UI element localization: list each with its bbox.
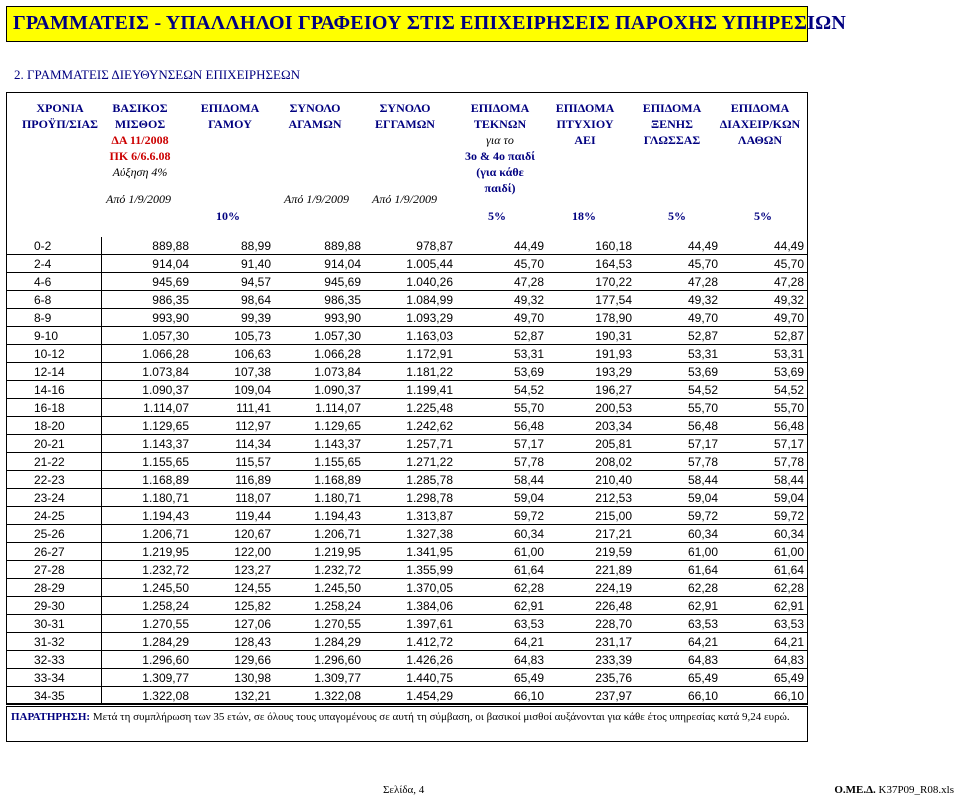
row-value-cell: 107,38 <box>193 363 275 381</box>
table-row <box>6 651 808 669</box>
row-value-cell: 61,64 <box>457 561 548 579</box>
row-value-cell: 59,04 <box>636 489 722 507</box>
row-value-cell: 54,52 <box>722 381 808 399</box>
row-value-cell: 45,70 <box>636 255 722 273</box>
row-years-cell: 20-21 <box>6 435 101 453</box>
row-value-cell: 56,48 <box>722 417 808 435</box>
row-value-cell: 52,87 <box>636 327 722 345</box>
row-value-cell: 978,87 <box>365 237 457 255</box>
row-value-cell: 49,32 <box>636 291 722 309</box>
row-value-cell: 986,35 <box>275 291 365 309</box>
row-value-cell: 1.168,89 <box>101 471 193 489</box>
row-value-cell: 1.245,50 <box>275 579 365 597</box>
row-value-cell: 203,34 <box>548 417 636 435</box>
row-value-cell: 94,57 <box>193 273 275 291</box>
table-row <box>6 309 808 327</box>
row-years-cell: 32-33 <box>6 651 101 669</box>
row-value-cell: 1.057,30 <box>275 327 365 345</box>
table-row <box>6 579 808 597</box>
row-value-cell: 191,93 <box>548 345 636 363</box>
salary-table <box>6 237 808 705</box>
row-value-cell: 64,21 <box>722 633 808 651</box>
row-years-cell: 28-29 <box>6 579 101 597</box>
row-value-cell: 45,70 <box>457 255 548 273</box>
row-value-cell: 215,00 <box>548 507 636 525</box>
row-value-cell: 62,28 <box>722 579 808 597</box>
row-years-cell: 10-12 <box>6 345 101 363</box>
header-total-single: ΣΥΝΟΛΟ ΑΓΑΜΩΝ <box>288 101 342 131</box>
row-value-cell: 53,31 <box>636 345 722 363</box>
row-value-cell: 1.258,24 <box>275 597 365 615</box>
row-value-cell: 64,21 <box>636 633 722 651</box>
page-title: ΓΡΑΜΜΑΤΕΙΣ - ΥΠΑΛΛΗΛΟΙ ΓΡΑΦΕΙΟΥ ΣΤΙΣ ΕΠΙΧΕΙΡΗΣΕΙΣ ΠΑΡΟΧΗΣ ΥΠΗΡΕΣΙΩΝ <box>13 12 847 34</box>
table-row <box>6 435 808 453</box>
row-value-cell: 53,69 <box>457 363 548 381</box>
header-degree-allowance: ΕΠΙΔΟΜΑ ΠΤΥΧΙΟΥ ΑΕΙ <box>555 101 615 147</box>
row-value-cell: 1.090,37 <box>101 381 193 399</box>
row-value-cell: 55,70 <box>636 399 722 417</box>
row-value-cell: 1.114,07 <box>275 399 365 417</box>
row-value-cell: 63,53 <box>636 615 722 633</box>
row-value-cell: 61,00 <box>457 543 548 561</box>
header-child-allowance: ΕΠΙΔΟΜΑ ΤΕΚΝΩΝ για το 3ο & 4ο παιδί (για κάθε παιδί) <box>465 101 535 195</box>
row-value-cell: 1.172,91 <box>365 345 457 363</box>
row-value-cell: 49,70 <box>722 309 808 327</box>
table-row <box>6 543 808 561</box>
row-value-cell: 1.258,24 <box>101 597 193 615</box>
row-value-cell: 1.066,28 <box>101 345 193 363</box>
row-value-cell: 889,88 <box>101 237 193 255</box>
row-value-cell: 1.309,77 <box>101 669 193 687</box>
row-value-cell: 62,28 <box>636 579 722 597</box>
row-value-cell: 56,48 <box>457 417 548 435</box>
row-value-cell: 111,41 <box>193 399 275 417</box>
row-value-cell: 129,66 <box>193 651 275 669</box>
table-row <box>6 381 808 399</box>
row-value-cell: 57,17 <box>457 435 548 453</box>
note-label: ΠΑΡΑΤΗΡΗΣΗ: <box>11 711 91 723</box>
row-value-cell: 49,32 <box>722 291 808 309</box>
row-value-cell: 88,99 <box>193 237 275 255</box>
row-value-cell: 1.168,89 <box>275 471 365 489</box>
row-value-cell: 1.225,48 <box>365 399 457 417</box>
row-value-cell: 219,59 <box>548 543 636 561</box>
table-row <box>6 489 808 507</box>
row-value-cell: 1.440,75 <box>365 669 457 687</box>
row-value-cell: 1.219,95 <box>275 543 365 561</box>
header-base-salary: ΒΑΣΙΚΟΣ ΜΙΣΘΟΣ ΔΑ 11/2008 ΠΚ 6/6.6.08 Αύξηση 4% <box>109 101 171 179</box>
footer-file: K37P09_R08.xls <box>878 784 954 796</box>
row-value-cell: 59,72 <box>636 507 722 525</box>
row-value-cell: 64,83 <box>457 651 548 669</box>
row-years-cell: 22-23 <box>6 471 101 489</box>
table-row <box>6 507 808 525</box>
row-value-cell: 193,29 <box>548 363 636 381</box>
row-value-cell: 945,69 <box>101 273 193 291</box>
row-value-cell: 54,52 <box>636 381 722 399</box>
row-value-cell: 57,17 <box>722 435 808 453</box>
row-value-cell: 1.397,61 <box>365 615 457 633</box>
row-value-cell: 1.073,84 <box>275 363 365 381</box>
row-value-cell: 196,27 <box>548 381 636 399</box>
row-value-cell: 1.180,71 <box>275 489 365 507</box>
row-years-cell: 26-27 <box>6 543 101 561</box>
row-value-cell: 63,53 <box>457 615 548 633</box>
header-years: ΧΡΟΝΙΑ ΠΡΟΫΠ/ΣΙΑΣ <box>21 101 99 131</box>
row-value-cell: 120,67 <box>193 525 275 543</box>
row-value-cell: 44,49 <box>722 237 808 255</box>
pct-marriage: 10% <box>216 209 240 223</box>
row-value-cell: 1.199,41 <box>365 381 457 399</box>
row-value-cell: 57,17 <box>636 435 722 453</box>
row-value-cell: 55,70 <box>457 399 548 417</box>
table-row <box>6 363 808 381</box>
row-value-cell: 1.384,06 <box>365 597 457 615</box>
row-value-cell: 60,34 <box>457 525 548 543</box>
row-value-cell: 1.180,71 <box>101 489 193 507</box>
row-value-cell: 52,87 <box>457 327 548 345</box>
row-value-cell: 65,49 <box>457 669 548 687</box>
row-value-cell: 49,70 <box>457 309 548 327</box>
row-value-cell: 62,91 <box>722 597 808 615</box>
row-years-cell: 6-8 <box>6 291 101 309</box>
page-number: Σελίδα, 4 <box>383 784 425 796</box>
row-value-cell: 228,70 <box>548 615 636 633</box>
row-value-cell: 1.163,03 <box>365 327 457 345</box>
table-row <box>6 345 808 363</box>
table-row <box>6 417 808 435</box>
row-years-cell: 2-4 <box>6 255 101 273</box>
pct-language: 5% <box>668 209 686 223</box>
row-value-cell: 1.143,37 <box>275 435 365 453</box>
row-value-cell: 224,19 <box>548 579 636 597</box>
row-value-cell: 59,72 <box>457 507 548 525</box>
table-row <box>6 525 808 543</box>
row-value-cell: 61,00 <box>722 543 808 561</box>
row-value-cell: 1.129,65 <box>101 417 193 435</box>
row-value-cell: 208,02 <box>548 453 636 471</box>
row-value-cell: 1.005,44 <box>365 255 457 273</box>
row-value-cell: 66,10 <box>457 687 548 705</box>
row-value-cell: 45,70 <box>722 255 808 273</box>
row-value-cell: 226,48 <box>548 597 636 615</box>
row-value-cell: 98,64 <box>193 291 275 309</box>
row-years-cell: 0-2 <box>6 237 101 255</box>
row-value-cell: 125,82 <box>193 597 275 615</box>
row-years-cell: 4-6 <box>6 273 101 291</box>
since-date-married: Από 1/9/2009 <box>372 192 438 206</box>
row-value-cell: 1.181,22 <box>365 363 457 381</box>
row-value-cell: 105,73 <box>193 327 275 345</box>
row-years-cell: 8-9 <box>6 309 101 327</box>
row-value-cell: 62,91 <box>636 597 722 615</box>
row-value-cell: 130,98 <box>193 669 275 687</box>
footer-org: Ο.ΜΕ.Δ. <box>834 784 876 796</box>
row-value-cell: 1.271,22 <box>365 453 457 471</box>
row-value-cell: 1.040,26 <box>365 273 457 291</box>
title-banner <box>6 6 847 42</box>
row-value-cell: 1.093,29 <box>365 309 457 327</box>
header-language-allowance: ΕΠΙΔΟΜΑ ΞΕΝΗΣ ΓΛΩΣΣΑΣ <box>642 101 702 147</box>
row-years-cell: 30-31 <box>6 615 101 633</box>
row-value-cell: 1.454,29 <box>365 687 457 705</box>
row-value-cell: 59,72 <box>722 507 808 525</box>
section-subtitle: 2. ΓΡΑΜΜΑΤΕΙΣ ΔΙΕΥΘΥΝΣΕΩΝ ΕΠΙΧΕΙΡΗΣΕΩΝ <box>14 67 301 82</box>
table-row <box>6 633 808 651</box>
row-value-cell: 115,57 <box>193 453 275 471</box>
table-row <box>6 399 808 417</box>
row-value-cell: 127,06 <box>193 615 275 633</box>
row-value-cell: 945,69 <box>275 273 365 291</box>
table-row <box>6 291 808 309</box>
row-value-cell: 210,40 <box>548 471 636 489</box>
row-value-cell: 49,70 <box>636 309 722 327</box>
row-value-cell: 164,53 <box>548 255 636 273</box>
row-value-cell: 53,31 <box>722 345 808 363</box>
row-value-cell: 53,69 <box>636 363 722 381</box>
row-value-cell: 44,49 <box>636 237 722 255</box>
table-row <box>6 327 808 345</box>
pct-child: 5% <box>488 209 506 223</box>
row-value-cell: 1.155,65 <box>275 453 365 471</box>
table-row <box>6 597 808 615</box>
row-years-cell: 29-30 <box>6 597 101 615</box>
row-value-cell: 112,97 <box>193 417 275 435</box>
row-value-cell: 99,39 <box>193 309 275 327</box>
header-marriage-allowance: ΕΠΙΔΟΜΑ ΓΑΜΟΥ <box>200 101 260 131</box>
row-value-cell: 1.073,84 <box>101 363 193 381</box>
row-value-cell: 91,40 <box>193 255 275 273</box>
row-value-cell: 123,27 <box>193 561 275 579</box>
row-value-cell: 160,18 <box>548 237 636 255</box>
row-value-cell: 65,49 <box>722 669 808 687</box>
row-value-cell: 217,21 <box>548 525 636 543</box>
row-value-cell: 1.066,28 <box>275 345 365 363</box>
row-value-cell: 1.206,71 <box>101 525 193 543</box>
row-value-cell: 64,83 <box>722 651 808 669</box>
table-row <box>6 561 808 579</box>
row-years-cell: 24-25 <box>6 507 101 525</box>
row-years-cell: 31-32 <box>6 633 101 651</box>
row-years-cell: 16-18 <box>6 399 101 417</box>
row-value-cell: 889,88 <box>275 237 365 255</box>
row-value-cell: 63,53 <box>722 615 808 633</box>
table-row <box>6 255 808 273</box>
row-years-cell: 23-24 <box>6 489 101 507</box>
row-years-cell: 27-28 <box>6 561 101 579</box>
row-value-cell: 200,53 <box>548 399 636 417</box>
pct-cashier: 5% <box>754 209 772 223</box>
row-value-cell: 1.270,55 <box>275 615 365 633</box>
header-cashier-allowance: ΕΠΙΔΟΜΑ ΔΙΑΧΕΙΡ/ΚΩΝ ΛΑΘΩΝ <box>719 101 801 147</box>
row-value-cell: 58,44 <box>636 471 722 489</box>
row-value-cell: 178,90 <box>548 309 636 327</box>
row-value-cell: 124,55 <box>193 579 275 597</box>
row-value-cell: 1.084,99 <box>365 291 457 309</box>
row-value-cell: 170,22 <box>548 273 636 291</box>
row-value-cell: 61,00 <box>636 543 722 561</box>
row-value-cell: 55,70 <box>722 399 808 417</box>
table-row <box>6 273 808 291</box>
row-value-cell: 1.270,55 <box>101 615 193 633</box>
row-value-cell: 237,97 <box>548 687 636 705</box>
row-value-cell: 49,32 <box>457 291 548 309</box>
row-value-cell: 235,76 <box>548 669 636 687</box>
row-value-cell: 914,04 <box>101 255 193 273</box>
row-value-cell: 1.114,07 <box>101 399 193 417</box>
row-value-cell: 118,07 <box>193 489 275 507</box>
row-value-cell: 1.296,60 <box>275 651 365 669</box>
row-value-cell: 52,87 <box>722 327 808 345</box>
row-value-cell: 986,35 <box>101 291 193 309</box>
row-value-cell: 58,44 <box>457 471 548 489</box>
row-value-cell: 57,78 <box>722 453 808 471</box>
row-value-cell: 231,17 <box>548 633 636 651</box>
row-value-cell: 62,28 <box>457 579 548 597</box>
row-value-cell: 132,21 <box>193 687 275 705</box>
row-value-cell: 44,49 <box>457 237 548 255</box>
row-value-cell: 53,69 <box>722 363 808 381</box>
row-value-cell: 993,90 <box>101 309 193 327</box>
row-value-cell: 60,34 <box>722 525 808 543</box>
row-value-cell: 64,83 <box>636 651 722 669</box>
row-value-cell: 914,04 <box>275 255 365 273</box>
row-value-cell: 1.341,95 <box>365 543 457 561</box>
row-years-cell: 21-22 <box>6 453 101 471</box>
row-value-cell: 106,63 <box>193 345 275 363</box>
row-value-cell: 47,28 <box>636 273 722 291</box>
row-years-cell: 9-10 <box>6 327 101 345</box>
row-value-cell: 58,44 <box>722 471 808 489</box>
row-years-cell: 34-35 <box>6 687 101 705</box>
row-value-cell: 1.232,72 <box>101 561 193 579</box>
row-value-cell: 119,44 <box>193 507 275 525</box>
row-value-cell: 61,64 <box>636 561 722 579</box>
row-value-cell: 190,31 <box>548 327 636 345</box>
row-value-cell: 1.232,72 <box>275 561 365 579</box>
row-value-cell: 1.322,08 <box>101 687 193 705</box>
row-value-cell: 1.155,65 <box>101 453 193 471</box>
row-value-cell: 1.245,50 <box>101 579 193 597</box>
row-value-cell: 66,10 <box>722 687 808 705</box>
row-value-cell: 1.143,37 <box>101 435 193 453</box>
row-value-cell: 47,28 <box>722 273 808 291</box>
note-text: Μετά τη συμπλήρωση των 35 ετών, σε όλους τους υπαγομένους σε αυτή τη σύμβαση, οι βασικοί μισθοί αυξάνονται για κάθε έτος υπηρεσίας κατά 9,24 ευρώ. <box>92 711 790 723</box>
row-value-cell: 1.129,65 <box>275 417 365 435</box>
header-total-married: ΣΥΝΟΛΟ ΕΓΓΑΜΩΝ <box>375 101 435 131</box>
row-years-cell: 33-34 <box>6 669 101 687</box>
row-value-cell: 1.327,38 <box>365 525 457 543</box>
row-value-cell: 1.370,05 <box>365 579 457 597</box>
row-years-cell: 25-26 <box>6 525 101 543</box>
row-value-cell: 1.355,99 <box>365 561 457 579</box>
row-value-cell: 59,04 <box>722 489 808 507</box>
table-row <box>6 687 808 705</box>
row-value-cell: 116,89 <box>193 471 275 489</box>
row-value-cell: 114,34 <box>193 435 275 453</box>
row-value-cell: 1.257,71 <box>365 435 457 453</box>
row-value-cell: 1.284,29 <box>275 633 365 651</box>
row-value-cell: 57,78 <box>457 453 548 471</box>
row-value-cell: 205,81 <box>548 435 636 453</box>
row-value-cell: 60,34 <box>636 525 722 543</box>
since-date-single: Από 1/9/2009 <box>284 192 350 206</box>
row-value-cell: 1.285,78 <box>365 471 457 489</box>
row-value-cell: 1.219,95 <box>101 543 193 561</box>
table-row <box>6 615 808 633</box>
row-value-cell: 57,78 <box>636 453 722 471</box>
row-value-cell: 1.194,43 <box>275 507 365 525</box>
note-box <box>6 706 808 742</box>
row-value-cell: 62,91 <box>457 597 548 615</box>
row-value-cell: 122,00 <box>193 543 275 561</box>
row-value-cell: 1.284,29 <box>101 633 193 651</box>
row-value-cell: 177,54 <box>548 291 636 309</box>
row-years-cell: 12-14 <box>6 363 101 381</box>
row-years-cell: 18-20 <box>6 417 101 435</box>
table-row <box>6 453 808 471</box>
row-value-cell: 1.322,08 <box>275 687 365 705</box>
table-row <box>6 669 808 687</box>
row-value-cell: 233,39 <box>548 651 636 669</box>
row-value-cell: 54,52 <box>457 381 548 399</box>
row-value-cell: 1.296,60 <box>101 651 193 669</box>
row-value-cell: 221,89 <box>548 561 636 579</box>
footer-code <box>834 784 954 796</box>
row-value-cell: 53,31 <box>457 345 548 363</box>
row-value-cell: 1.309,77 <box>275 669 365 687</box>
row-value-cell: 1.194,43 <box>101 507 193 525</box>
row-value-cell: 212,53 <box>548 489 636 507</box>
pct-degree: 18% <box>572 209 596 223</box>
row-value-cell: 1.313,87 <box>365 507 457 525</box>
row-value-cell: 993,90 <box>275 309 365 327</box>
row-value-cell: 64,21 <box>457 633 548 651</box>
row-years-cell: 14-16 <box>6 381 101 399</box>
row-value-cell: 56,48 <box>636 417 722 435</box>
row-value-cell: 66,10 <box>636 687 722 705</box>
row-value-cell: 1.206,71 <box>275 525 365 543</box>
row-value-cell: 61,64 <box>722 561 808 579</box>
row-value-cell: 65,49 <box>636 669 722 687</box>
row-value-cell: 1.426,26 <box>365 651 457 669</box>
row-value-cell: 1.298,78 <box>365 489 457 507</box>
row-value-cell: 59,04 <box>457 489 548 507</box>
row-value-cell: 109,04 <box>193 381 275 399</box>
row-value-cell: 1.242,62 <box>365 417 457 435</box>
row-value-cell: 1.057,30 <box>101 327 193 345</box>
row-value-cell: 47,28 <box>457 273 548 291</box>
row-value-cell: 1.412,72 <box>365 633 457 651</box>
row-value-cell: 128,43 <box>193 633 275 651</box>
table-row <box>6 471 808 489</box>
since-date-base: Από 1/9/2009 <box>106 192 172 206</box>
row-value-cell: 1.090,37 <box>275 381 365 399</box>
table-row <box>6 237 808 255</box>
